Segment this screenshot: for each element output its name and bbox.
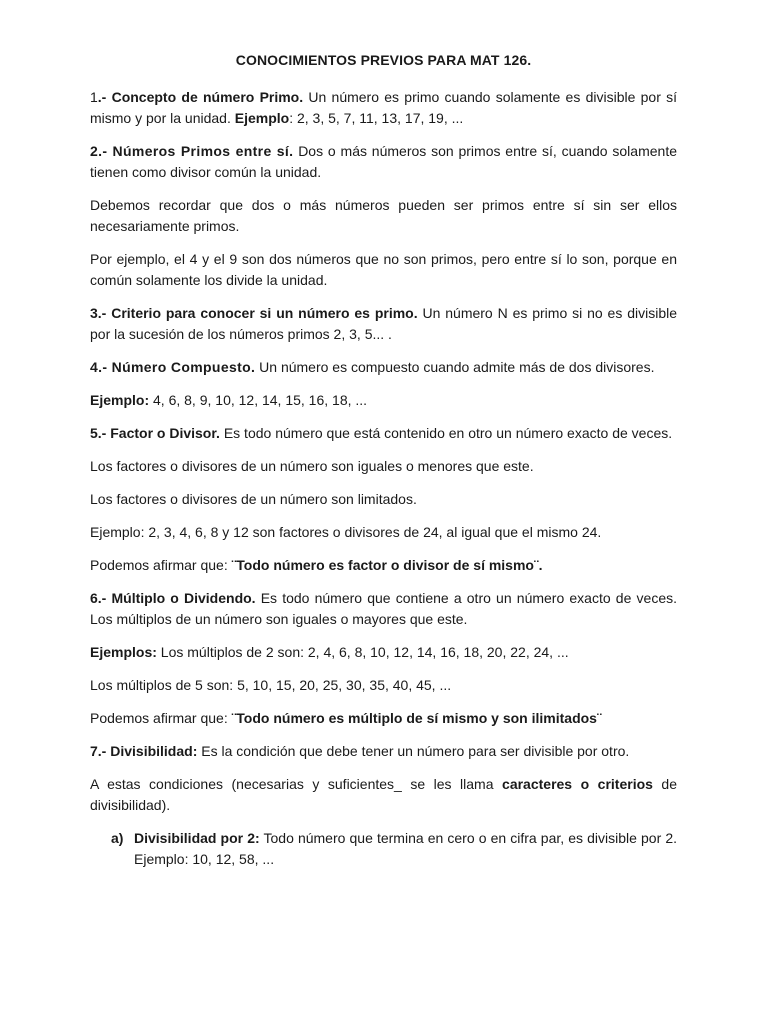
section-6-text: Es todo número que contiene a otro un número exacto de veces. Los múltiplos de un número son iguales o mayores que este. [90, 590, 677, 627]
section-5-statement-bold: ¨Todo número es factor o divisor de sí mismo¨. [231, 557, 543, 573]
section-factor-divisor [90, 423, 677, 444]
list-item-a-text: Todo número que termina en cero o en cifra par, es divisible por 2. Ejemplo: 10, 12, 58, ... [134, 830, 678, 867]
section-1-text: Un número es primo cuando solamente es divisible por sí mismo y por la unidad. [90, 89, 678, 126]
section-4-example-text: 4, 6, 8, 9, 10, 12, 14, 15, 16, 18, ... [149, 392, 368, 408]
section-3-text: Un número N es primo si no es divisible por la sucesión de los números primos 2, 3, 5... . [90, 305, 677, 342]
section-multiple-dividend [90, 588, 677, 630]
section-6-statement-text: Podemos afirmar que: [90, 710, 232, 726]
section-2-text: Dos o más números son primos entre sí, cuando solamente tienen como divisor común la unidad. [90, 143, 677, 180]
list-marker-a: a) [111, 830, 124, 846]
section-1-heading: .- Concepto de número Primo. [97, 89, 304, 105]
section-7-p2-text-1: A estas condiciones (necesarias y suficientes_ se les llama [90, 776, 503, 792]
section-2-paragraph-3: Por ejemplo, el 4 y el 9 son dos números que no son primos, pero entre sí lo son, porque en común solamente los divide la unidad. [90, 251, 677, 288]
section-4-heading: 4.- Número Compuesto. [90, 359, 256, 375]
section-1-number: 1 [90, 89, 98, 105]
list-item-divisibility-by-2 [90, 828, 677, 870]
section-6-example-text: Los múltiplos de 2 son: 2, 4, 6, 8, 10, 12, 14, 16, 18, 20, 22, 24, ... [156, 644, 569, 660]
section-4-example-label: Ejemplo: [90, 392, 150, 408]
section-5-text: Es todo número que está contenido en otro un número exacto de veces. [219, 425, 673, 441]
section-composite-number [90, 357, 677, 378]
section-4-text: Un número es compuesto cuando admite más de dos divisores. [255, 359, 655, 375]
section-5-statement-text: Podemos afirmar que: [90, 557, 232, 573]
section-6-heading: 6.- Múltiplo o Dividendo. [90, 590, 256, 606]
section-1-example-label: Ejemplo [234, 110, 290, 126]
section-2-paragraph-2: Debemos recordar que dos o más números pueden ser primos entre sí sin ser ellos necesariamente primos. [90, 197, 677, 234]
section-6-statement-bold: ¨Todo número es múltiplo de sí mismo y son ilimitados¨ [231, 710, 602, 726]
section-7-paragraph-2 [90, 774, 677, 816]
section-6-examples [90, 642, 677, 663]
section-3-heading: 3.- Criterio para conocer si un número es primo. [90, 305, 418, 321]
section-5-paragraph-2: Los factores o divisores de un número son iguales o menores que este. [90, 458, 534, 474]
section-1-example-text: : 2, 3, 5, 7, 11, 13, 17, 19, ... [289, 110, 464, 126]
section-4-example [90, 390, 677, 411]
section-5-paragraph-3: Los factores o divisores de un número son limitados. [90, 491, 417, 507]
section-prime-criterion [90, 303, 677, 345]
section-prime-number [90, 87, 677, 129]
section-7-heading: 7.- Divisibilidad: [90, 743, 198, 759]
section-7-p2-text-2: de divisibilidad). [90, 776, 678, 813]
section-6-example-label: Ejemplos: [90, 644, 157, 660]
section-7-text: Es la condición que debe tener un número para ser divisible por otro. [197, 743, 630, 759]
document-body [90, 52, 677, 882]
section-divisibility [90, 741, 677, 762]
section-6-paragraph-3: Los múltiplos de 5 son: 5, 10, 15, 20, 25, 30, 35, 40, 45, ... [90, 677, 452, 693]
section-coprime-numbers [90, 141, 677, 183]
section-5-heading: 5.- Factor o Divisor. [90, 425, 220, 441]
section-5-statement [90, 555, 677, 576]
list-item-a-heading: Divisibilidad por 2: [134, 830, 260, 846]
section-5-paragraph-4: Ejemplo: 2, 3, 4, 6, 8 y 12 son factores o divisores de 24, al igual que el mismo 24. [90, 524, 602, 540]
section-7-p2-bold: caracteres o criterios [502, 776, 653, 792]
document-title: CONOCIMIENTOS PREVIOS PARA MAT 126. [235, 52, 532, 68]
section-2-heading: 2.- Números Primos entre sí. [90, 143, 294, 159]
section-6-statement [90, 708, 677, 729]
